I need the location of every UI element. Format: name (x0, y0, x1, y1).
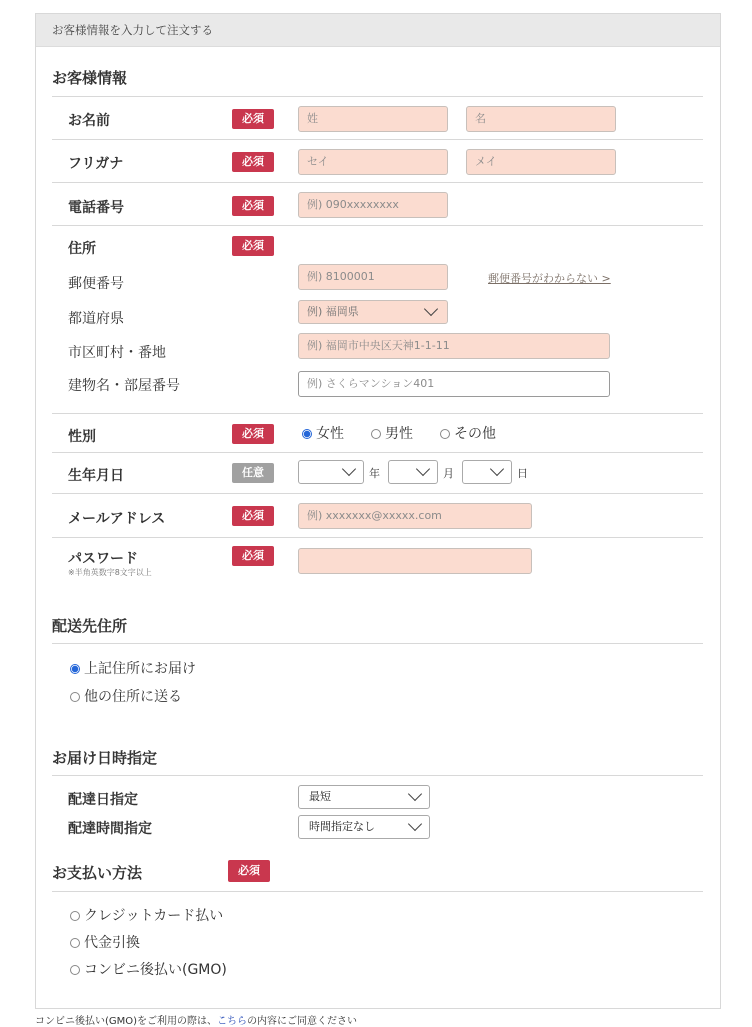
birth-day-select[interactable] (462, 460, 512, 484)
radio-icon (371, 429, 381, 439)
divider (52, 139, 703, 140)
radio-icon (440, 429, 450, 439)
gender-option-other[interactable]: その他 (440, 425, 496, 443)
delivery-section-title: お届け日時指定 (52, 749, 158, 767)
divider (52, 891, 703, 892)
footer-text: コンビニ後払い(GMO)をご利用の際は、 (35, 1016, 218, 1027)
required-badge: 必須 (232, 196, 274, 216)
panel-header: お客様情報を入力して注文する (36, 14, 720, 47)
delivery-date-label: 配達日指定 (68, 792, 138, 808)
divider (52, 96, 703, 97)
delivery-date-value: 最短 (309, 790, 331, 803)
footer-note (35, 1012, 357, 1027)
day-unit: 日 (517, 467, 528, 480)
last-name-input[interactable]: 姓 (298, 106, 448, 132)
payment-option-credit[interactable]: クレジットカード払い (70, 907, 223, 925)
birth-year-select[interactable] (298, 460, 364, 484)
gender-label: 性別 (68, 429, 96, 445)
furigana-label: フリガナ (68, 156, 124, 172)
email-input[interactable]: 例) xxxxxxx@xxxxx.com (298, 503, 532, 529)
footer-link[interactable]: こちら (217, 1016, 248, 1027)
name-label: お名前 (68, 113, 110, 129)
last-furigana-input[interactable]: セイ (298, 149, 448, 175)
building-input[interactable]: 例) さくらマンション401 (298, 371, 610, 397)
divider (52, 182, 703, 183)
radio-icon (70, 938, 80, 948)
divider (52, 643, 703, 644)
payment-section-title: お支払い方法 (52, 864, 143, 882)
required-badge: 必須 (232, 109, 274, 129)
birthday-label: 生年月日 (68, 468, 124, 484)
gender-option-female[interactable]: 女性 (302, 425, 344, 443)
radio-selected-icon (302, 429, 312, 439)
year-unit: 年 (369, 467, 380, 480)
divider (52, 537, 703, 538)
zip-label: 郵便番号 (68, 276, 124, 292)
password-note: ※半角英数字8文字以上 (68, 568, 152, 577)
radio-icon (70, 965, 80, 975)
prefecture-select[interactable] (298, 300, 448, 324)
required-badge: 必須 (232, 424, 274, 444)
zip-help-link[interactable]: 郵便番号がわからない > (488, 272, 611, 285)
shipping-option-other[interactable]: 他の住所に送る (70, 688, 182, 706)
required-badge: 必須 (232, 236, 274, 256)
required-badge: 必須 (232, 506, 274, 526)
password-input[interactable] (298, 548, 532, 574)
building-label: 建物名・部屋番号 (68, 378, 180, 394)
payment-option-cod[interactable]: 代金引換 (70, 934, 140, 952)
payment-option-convenience[interactable]: コンビニ後払い(GMO) (70, 961, 227, 979)
first-name-input[interactable]: 名 (466, 106, 616, 132)
divider (52, 413, 703, 414)
shipping-section-title: 配送先住所 (52, 617, 128, 635)
birth-month-select[interactable] (388, 460, 438, 484)
customer-section-title: お客様情報 (52, 69, 128, 87)
optional-badge: 任意 (232, 463, 274, 483)
phone-label: 電話番号 (68, 200, 124, 216)
shipping-option-same[interactable]: 上記住所にお届け (70, 660, 196, 678)
divider (52, 225, 703, 226)
radio-icon (70, 692, 80, 702)
city-label: 市区町村・番地 (68, 345, 166, 361)
radio-icon (70, 911, 80, 921)
first-furigana-input[interactable]: メイ (466, 149, 616, 175)
prefecture-value: 例) 福岡県 (307, 305, 359, 318)
prefecture-label: 都道府県 (68, 311, 124, 327)
zip-input[interactable]: 例) 8100001 (298, 264, 448, 290)
required-badge: 必須 (232, 546, 274, 566)
divider (52, 452, 703, 453)
month-unit: 月 (443, 467, 454, 480)
address-label: 住所 (68, 241, 96, 257)
city-input[interactable]: 例) 福岡市中央区天神1-1-11 (298, 333, 610, 359)
required-badge: 必須 (232, 152, 274, 172)
divider (52, 775, 703, 776)
password-label: パスワード (68, 551, 138, 567)
required-badge: 必須 (228, 860, 270, 882)
gender-option-male[interactable]: 男性 (371, 425, 413, 443)
email-label: メールアドレス (68, 511, 166, 527)
divider (52, 493, 703, 494)
phone-input[interactable]: 例) 090xxxxxxxx (298, 192, 448, 218)
delivery-time-label: 配達時間指定 (68, 821, 152, 837)
footer-text-end: の内容にご同意ください (247, 1016, 358, 1027)
radio-selected-icon (70, 664, 80, 674)
delivery-time-value: 時間指定なし (309, 820, 375, 833)
